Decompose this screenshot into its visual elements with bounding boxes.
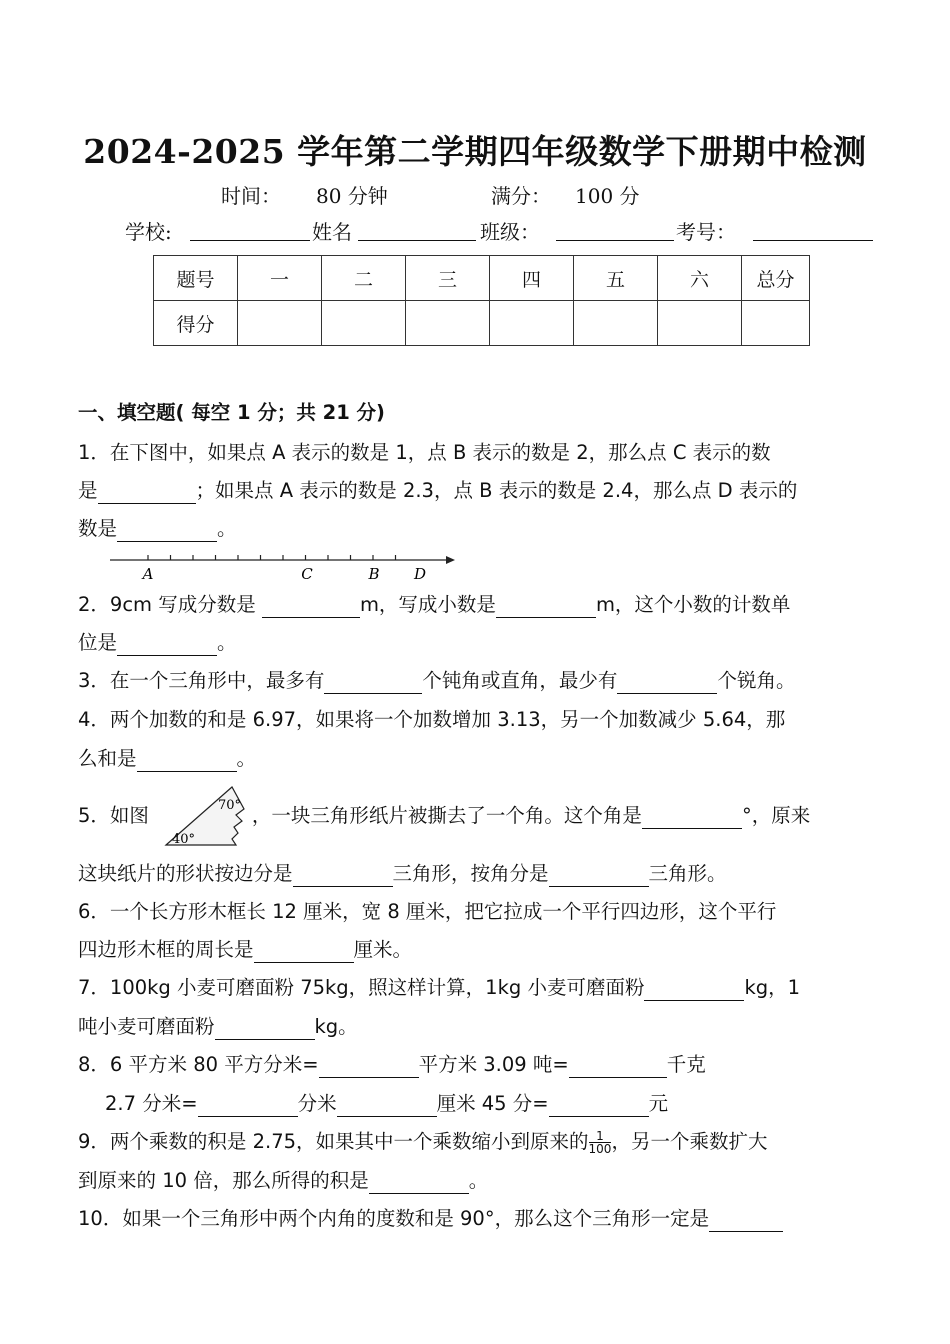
q7-line-1 xyxy=(78,969,800,1007)
q9-text: 到原来的 10 倍，那么所得的积是 xyxy=(78,1169,369,1192)
point-label-b: B xyxy=(368,565,380,583)
q2-answer-blank-2[interactable] xyxy=(496,593,596,618)
q3-text: 个锐角。 xyxy=(717,669,796,692)
score-cell[interactable] xyxy=(490,301,574,346)
q7-answer-blank-1[interactable] xyxy=(644,976,744,1001)
angle-label-left: 40° xyxy=(172,832,196,847)
q3-text: 个钝角或直角，最少有 xyxy=(422,669,618,692)
score-table-header-row xyxy=(154,256,810,301)
class-label: 班级： xyxy=(480,220,540,244)
q1-text: 是 xyxy=(78,479,98,502)
q2-answer-blank-1[interactable] xyxy=(262,593,360,618)
q10-answer-blank[interactable] xyxy=(709,1207,783,1232)
score-cell[interactable] xyxy=(658,301,742,346)
q3-answer-blank-2[interactable] xyxy=(617,669,717,694)
number-line-arrow xyxy=(446,556,455,564)
q1-line-1: 1．在下图中，如果点 A 表示的数是 1，点 B 表示的数是 2，那么点 C 表示的数 xyxy=(78,441,771,464)
q9-line-1 xyxy=(78,1123,767,1161)
q1-answer-blank-1[interactable] xyxy=(98,479,196,504)
q8-text: 8．6 平方米 80 平方分米= xyxy=(78,1053,319,1076)
q7-line-2 xyxy=(78,1008,358,1046)
score-table-score-row xyxy=(154,301,810,346)
header-cell: 三 xyxy=(406,256,490,301)
q8-answer-blank-4[interactable] xyxy=(337,1092,437,1117)
q6-line-1: 6．一个长方形木框长 12 厘米，宽 8 厘米，把它拉成一个平行四边形，这个平行 xyxy=(78,900,777,923)
q8-answer-blank-5[interactable] xyxy=(549,1092,649,1117)
q10-line-1 xyxy=(78,1200,783,1238)
section-1-title: 一、填空题( 每空 1 分；共 21 分) xyxy=(78,401,385,424)
q7-text: kg，1 xyxy=(744,976,801,999)
torn-triangle-figure xyxy=(158,781,250,849)
q6-answer-blank[interactable] xyxy=(254,938,354,963)
q10-text: 10．如果一个三角形中两个内角的度数和是 90°，那么这个三角形一定是 xyxy=(78,1207,710,1230)
q2-line-1 xyxy=(78,586,790,624)
q1-line-2 xyxy=(78,472,797,510)
q5-answer-blank-1[interactable] xyxy=(642,804,742,829)
q1-text: ；如果点 A 表示的数是 2.3，点 B 表示的数是 2.4，那么点 D 表示的 xyxy=(195,479,798,502)
header-cell: 二 xyxy=(322,256,406,301)
q5-text: 三角形。 xyxy=(648,862,727,885)
full-score-label: 满分： xyxy=(491,184,551,208)
q9-text: 9．两个乘数的积是 2.75，如果其中一个乘数缩小到原来的 xyxy=(78,1130,589,1153)
number-line-figure xyxy=(108,549,458,585)
time-value: 80 分钟 xyxy=(316,184,388,208)
point-label-a: A xyxy=(142,565,154,583)
name-label: 姓名 xyxy=(312,220,352,244)
q5-text: 这块纸片的形状按边分是 xyxy=(78,862,293,885)
q6-text: 厘米。 xyxy=(353,938,413,961)
q1-text: 。 xyxy=(217,517,237,540)
time-label: 时间： xyxy=(221,184,281,208)
header-cell: 一 xyxy=(238,256,322,301)
exam-no-field[interactable] xyxy=(753,216,873,241)
q1-text: 数是 xyxy=(78,517,118,540)
q2-line-2 xyxy=(78,624,237,662)
q7-text: 7．100kg 小麦可磨面粉 75kg，照这样计算，1kg 小麦可磨面粉 xyxy=(78,976,645,999)
q8-line-2 xyxy=(105,1085,668,1123)
q8-line-1 xyxy=(78,1046,706,1084)
q8-answer-blank-2[interactable] xyxy=(569,1053,667,1078)
q3-answer-blank-1[interactable] xyxy=(324,669,422,694)
q2-text: m，写成小数是 xyxy=(359,593,496,616)
school-label: 学校: xyxy=(125,220,172,244)
q8-text: 分米 xyxy=(297,1092,337,1115)
q4-text: 么和是 xyxy=(78,747,137,770)
score-cell[interactable] xyxy=(322,301,406,346)
q9-fraction xyxy=(589,1130,612,1155)
q4-line-2 xyxy=(78,740,256,778)
q9-line-2 xyxy=(78,1162,488,1200)
header-cell: 六 xyxy=(658,256,742,301)
q8-text: 元 xyxy=(648,1092,669,1115)
q6-text: 四边形木框的周长是 xyxy=(78,938,254,961)
q9-answer-blank[interactable] xyxy=(369,1169,469,1194)
school-field[interactable] xyxy=(190,216,310,241)
q2-answer-blank-3[interactable] xyxy=(117,631,217,656)
q3-text: 3．在一个三角形中，最多有 xyxy=(78,669,325,692)
name-field[interactable] xyxy=(358,216,476,241)
fraction-denominator: 100 xyxy=(588,1142,612,1156)
q4-text: 。 xyxy=(236,747,257,770)
point-label-d: D xyxy=(413,565,427,583)
q2-text: m，这个小数的计数单 xyxy=(595,593,791,616)
q4-answer-blank[interactable] xyxy=(137,747,237,772)
class-field[interactable] xyxy=(556,216,674,241)
page-title: 2024-2025 学年第二学期四年级数学下册期中检测 xyxy=(83,132,867,171)
q5-answer-blank-3[interactable] xyxy=(549,862,649,887)
header-cell: 总分 xyxy=(742,256,810,301)
q2-text: 位是 xyxy=(78,631,118,654)
q5-answer-blank-2[interactable] xyxy=(293,862,393,887)
q8-text: 平方米 3.09 吨= xyxy=(418,1053,569,1076)
q2-text: 2．9cm 写成分数是 xyxy=(78,593,262,616)
header-cell: 题号 xyxy=(154,256,238,301)
q9-text: 。 xyxy=(468,1169,489,1192)
q5-text: 三角形，按角分是 xyxy=(392,862,549,885)
score-cell[interactable] xyxy=(574,301,658,346)
q8-answer-blank-3[interactable] xyxy=(198,1092,298,1117)
exam-no-label: 考号： xyxy=(676,220,736,244)
q5-text: °，原来 xyxy=(741,804,811,827)
score-table xyxy=(153,255,810,346)
q9-text: ，另一个乘数扩大 xyxy=(611,1130,768,1153)
q6-line-2 xyxy=(78,931,412,969)
q7-text: kg。 xyxy=(314,1015,358,1038)
score-cell[interactable] xyxy=(406,301,490,346)
number-line-ticks xyxy=(148,555,396,560)
row-label-cell: 得分 xyxy=(154,301,238,346)
q8-answer-blank-1[interactable] xyxy=(319,1053,419,1078)
header-cell: 五 xyxy=(574,256,658,301)
q8-text: 千克 xyxy=(666,1053,706,1076)
q8-text: 2.7 分米= xyxy=(105,1092,198,1115)
q3-line-1 xyxy=(78,662,795,700)
q5-text: 5．如图 xyxy=(78,804,149,827)
q2-text: 。 xyxy=(217,631,237,654)
q4-line-1: 4．两个加数的和是 6.97，如果将一个加数增加 3.13，另一个加数减少 5.64，那 xyxy=(78,708,786,731)
score-cell[interactable] xyxy=(742,301,810,346)
q5-text: ，一块三角形纸片被撕去了一个角。这个角是 xyxy=(251,804,642,827)
q8-text: 厘米 45 分= xyxy=(436,1092,549,1115)
header-cell: 四 xyxy=(490,256,574,301)
angle-label-top: 70° xyxy=(218,798,242,813)
q7-text: 吨小麦可磨面粉 xyxy=(78,1015,215,1038)
fraction-numerator: 1 xyxy=(589,1130,612,1143)
q1-line-3 xyxy=(78,510,237,548)
q7-answer-blank-2[interactable] xyxy=(215,1015,315,1040)
q5-line-2 xyxy=(78,855,727,893)
full-score-value: 100 分 xyxy=(575,184,640,208)
score-cell[interactable] xyxy=(238,301,322,346)
point-label-c: C xyxy=(301,565,313,583)
q1-answer-blank-2[interactable] xyxy=(117,517,217,542)
